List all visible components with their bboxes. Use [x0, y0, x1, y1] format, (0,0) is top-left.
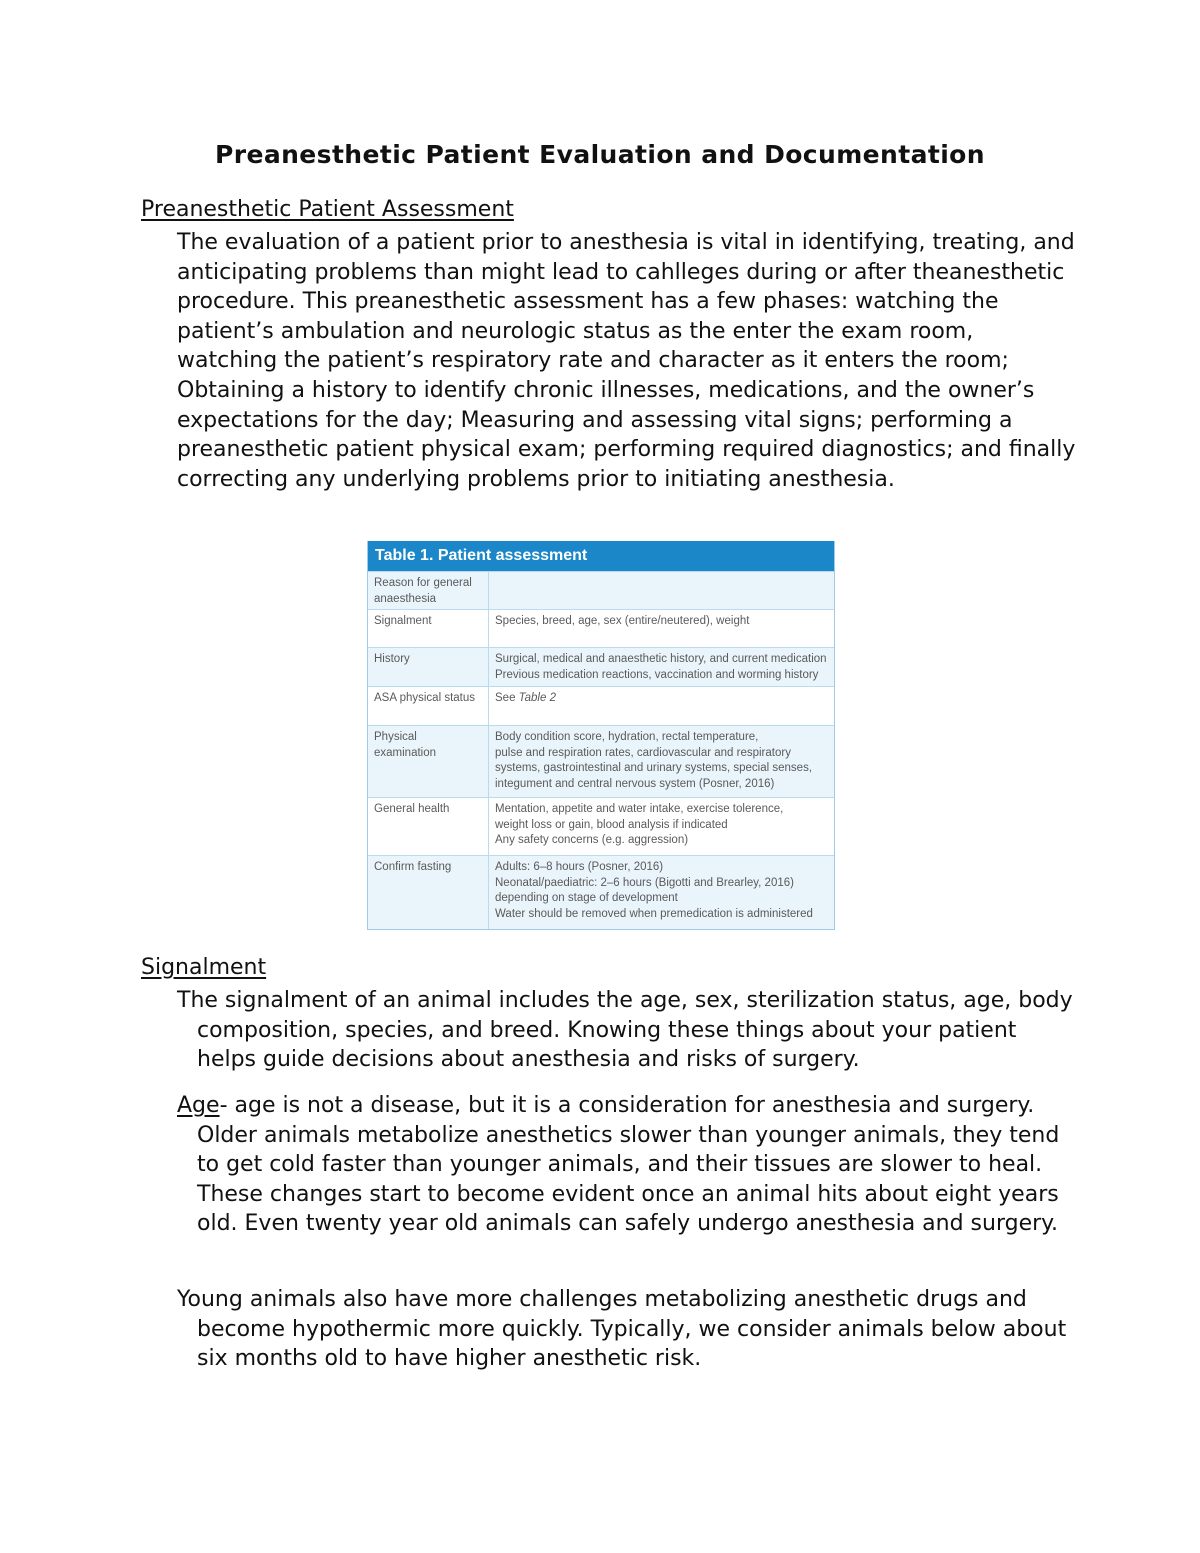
table-row-label: ASA physical status — [368, 687, 489, 725]
table-cell-line: weight loss or gain, blood analysis if indicated — [495, 818, 728, 831]
table-cell-line: Adults: 6–8 hours (Posner, 2016) — [495, 861, 664, 873]
table-cell-line: Body condition score, hydration, rectal temperature, — [495, 731, 759, 743]
table-row-label: Physical examination — [368, 726, 489, 797]
table-cell-line: Any safety concerns (e.g. aggression) — [495, 834, 689, 846]
table-title: Table 1. Patient assessment — [368, 541, 834, 571]
table-cell-line: pulse and respiration rates, cardiovascular and respiratory — [495, 746, 791, 759]
section-heading-signalment: Signalment — [141, 955, 267, 980]
table-row-label: Confirm fasting — [368, 856, 489, 930]
table-row-value — [489, 798, 834, 855]
table-cell-line: Neonatal/paediatric: 2–6 hours (Bigotti and Brearley, 2016) — [495, 876, 794, 889]
table-row-value — [489, 856, 834, 930]
document-title: Preanesthetic Patient Evaluation and Documentation — [215, 140, 985, 169]
table-reference-link: Table 2 — [518, 692, 556, 704]
table-cell-line: Water should be removed when premedication is administered — [495, 907, 813, 920]
table-row-value — [489, 687, 834, 725]
table-row — [368, 725, 834, 797]
table-row-label: Signalment — [368, 610, 489, 647]
table-row — [368, 797, 834, 855]
table-row-value — [489, 572, 834, 609]
table-row-label: Reason for general anaesthesia — [368, 572, 489, 609]
young-animals-paragraph: Young animals also have more challenges metabolizing anesthetic drugs and become hypothermic more quickly. Typically, we consider animals below about six months old to have higher anesthetic risk. — [177, 1287, 1067, 1372]
table-cell-line: depending on stage of development — [495, 892, 678, 904]
patient-assessment-table — [367, 541, 835, 930]
table-row — [368, 855, 834, 930]
table-row — [368, 647, 834, 686]
table-cell-line: Species, breed, age, sex (entire/neutered), weight — [495, 615, 750, 627]
table-row — [368, 571, 834, 609]
table-row-value — [489, 648, 834, 686]
table-cell-line: integument and central nervous system (Posner, 2016) — [495, 777, 775, 790]
table-cell-line: Previous medication reactions, vaccination and worming history — [495, 668, 819, 681]
table-row-label: History — [368, 648, 489, 686]
section-heading-assessment: Preanesthetic Patient Assessment — [141, 197, 514, 222]
assessment-paragraph: The evaluation of a patient prior to anesthesia is vital in identifying, treating, and anticipating problems than might lead to cahlleges during or after theanesthetic procedure. This preanesthetic assessment has a few phases: watching the patient’s ambulation and neurologic status as the enter the exam room, watching the patient’s respiratory rate and character as it enters the room; Obtaining a history to identify chronic illnesses, medications, and the owner’s expectations for the day; Measuring and assessing vital signs; performing a preanesthetic patient physical exam; performing required diagnostics; and finally correcting any underlying problems prior to initiating anesthesia. — [177, 230, 1076, 492]
signalment-paragraph: The signalment of an animal includes the age, sex, sterilization status, age, body composition, species, and breed. Knowing these things about your patient helps guide decisions about anesthesia and risks of surgery. — [177, 988, 1073, 1073]
table-cell-line: systems, gastrointestinal and urinary systems, special senses, — [495, 762, 813, 774]
table-cell-line: Mentation, appetite and water intake, exercise tolerence, — [495, 803, 784, 815]
table-row — [368, 609, 834, 647]
table-row-value — [489, 610, 834, 647]
table-cell-text: See — [495, 692, 516, 704]
table-row-value — [489, 726, 834, 797]
age-paragraph — [177, 1091, 1077, 1239]
age-text: - age is not a disease, but it is a consideration for anesthesia and surgery. Older animals metabolize anesthetics slower than younger animals, they tend to get cold faster than younger animals, and their tissues are slower to heal. These changes start to become evident once an animal hits about eight years old. Even twenty year old animals can safely undergo anesthesia and surgery. — [197, 1093, 1060, 1237]
table-cell-line: Surgical, medical and anaesthetic history, and current medication — [495, 653, 827, 665]
age-label: Age — [177, 1093, 220, 1118]
table-row-label: General health — [368, 798, 489, 855]
table-row — [368, 686, 834, 725]
